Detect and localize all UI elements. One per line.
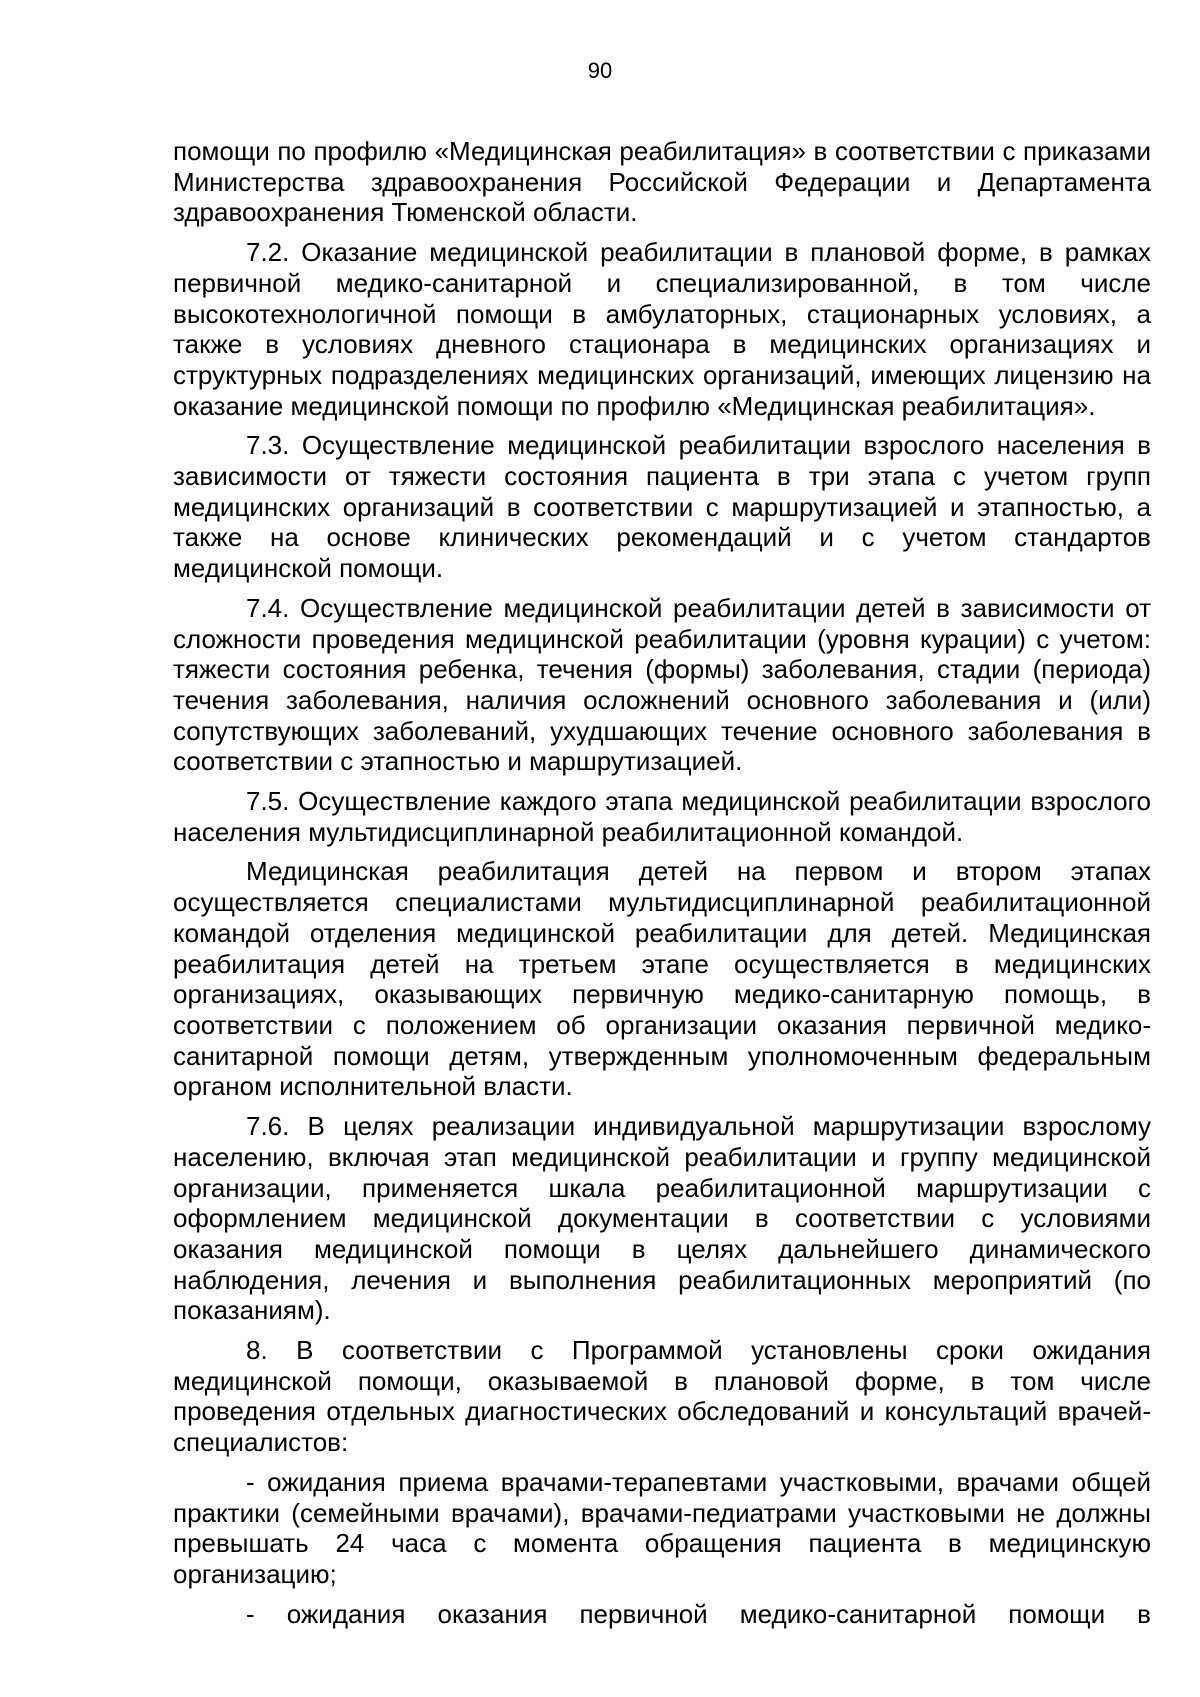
paragraph-7-3: 7.3. Осуществление медицинской реабилитации взрослого населения в зависимости от тяжести состояния пациента в три этапа с учетом групп медицинских организаций в соответствии с маршрутизацией и этапностью, а также на основе клинических рекомендаций и с учетом стандартов медицинской помощи. <box>173 430 1151 584</box>
paragraph-8: 8. В соответствии с Программой установлены сроки ожидания медицинской помощи, оказываемой в плановой форме, в том числе проведения отдельных диагностических обследований и консультаций врачей-специалистов: <box>173 1335 1151 1458</box>
paragraph-1: помощи по профилю «Медицинская реабилитация» в соответствии с приказами Министерства здравоохранения Российской Федерации и Департамента здравоохранения Тюменской области. <box>173 136 1151 228</box>
page-number: 90 <box>587 58 613 83</box>
paragraph-7-2: 7.2. Оказание медицинской реабилитации в плановой форме, в рамках первичной медико-санитарной и специализированной, в том числе высокотехнологичной помощи в амбулаторных, стационарных условиях, а также в условиях дневного стационара в медицинских организациях и структурных подразделениях медицинских организаций, имеющих лицензию на оказание медицинской помощи по профилю «Медицинская реабилитация». <box>173 237 1151 421</box>
paragraph-7-6: 7.6. В целях реализации индивидуальной маршрутизации взрослому населению, включая этап медицинской реабилитации и группу медицинской организации, применяется шкала реабилитационной маршрутизации с оформлением медицинской документации в соответствии с условиями оказания медицинской помощи в целях дальнейшего динамического наблюдения, лечения и выполнения реабилитационных мероприятий (по показаниям). <box>173 1111 1151 1326</box>
list-item-primary-care-waiting: - ожидания оказания первичной медико-санитарной помощи в <box>246 1598 1151 1629</box>
paragraph-7-4: 7.4. Осуществление медицинской реабилитации детей в зависимости от сложности проведения медицинской реабилитации (уровня курации) с учетом: тяжести состояния ребенка, течения (формы) заболевания, стадии (периода) течения заболевания, наличия осложнений основного заболевания и (или) сопутствующих заболеваний, ухудшающих течение основного заболевания в соответствии с этапностью и маршрутизацией. <box>173 592 1151 777</box>
list-item-reception-waiting: - ожидания приема врачами-терапевтами участковыми, врачами общей практики (семейными врачами), врачами-педиатрами участковыми не должны превышать 24 часа с момента обращения пациента в медицинскую организацию; <box>173 1466 1151 1589</box>
document-body <box>173 136 1151 1638</box>
paragraph-children-rehab: Медицинская реабилитация детей на первом и втором этапах осуществляется специалистами мультидисциплинарной реабилитационной командой отделения медицинской реабилитации для детей. Медицинская реабилитация детей на третьем этапе осуществляется в медицинских организациях, оказывающих первичную медико-санитарную помощь, в соответствии с положением об организации оказания первичной медико-санитарной помощи детям, утвержденным уполномоченным федеральным органом исполнительной власти. <box>173 856 1151 1102</box>
paragraph-7-5: 7.5. Осуществление каждого этапа медицинской реабилитации взрослого населения мультидисциплинарной реабилитационной командой. <box>173 786 1151 847</box>
